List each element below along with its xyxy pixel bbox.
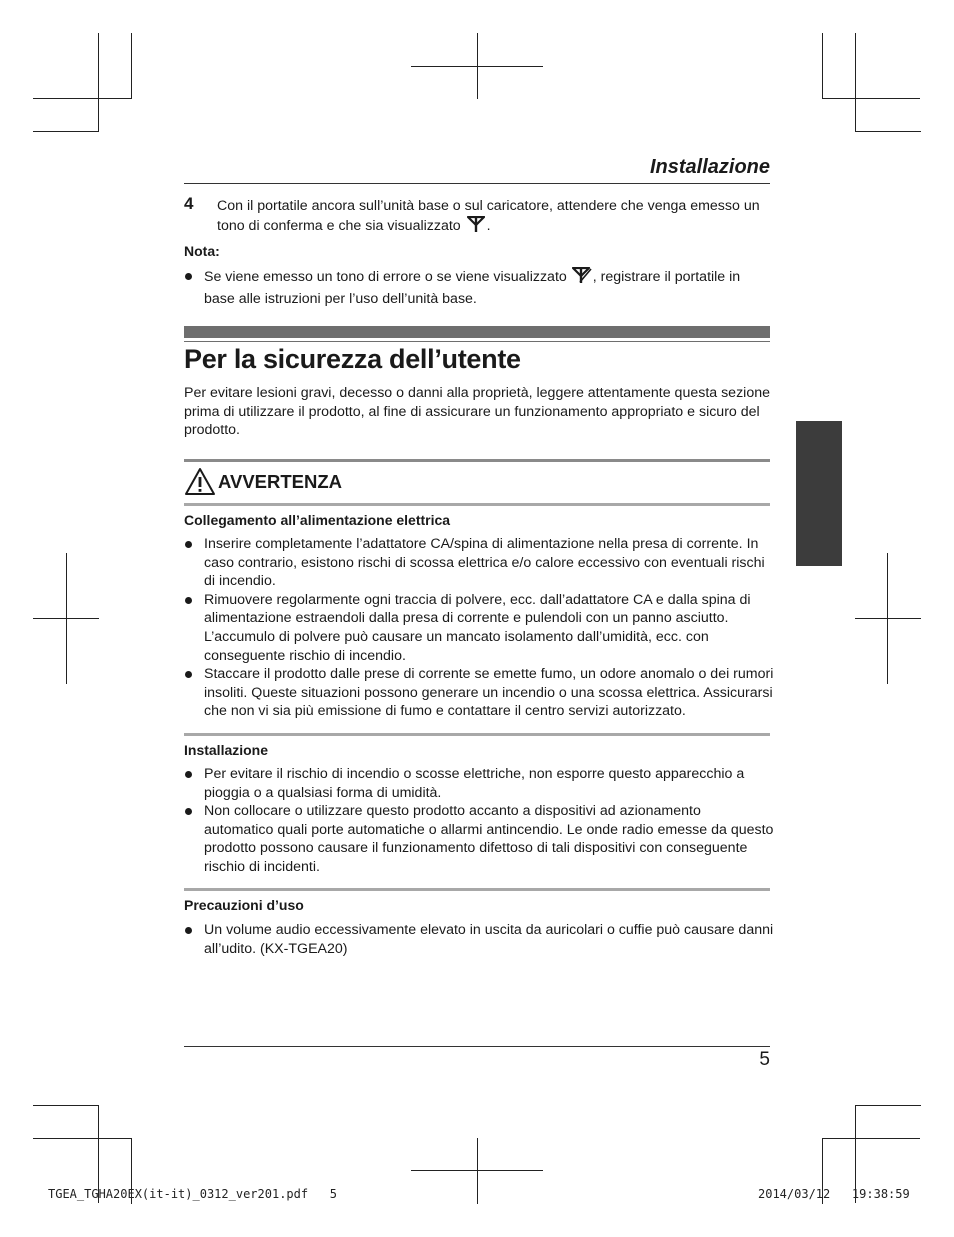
step-text-after: . [486, 217, 491, 234]
footer-rule [184, 1046, 770, 1047]
step-text-before: Con il portatile ancora sull’unità base o sul caricatore, attendere che venga emesso un tono di conferma e che sia visualizzato [217, 198, 760, 234]
list-item [184, 267, 774, 308]
subsection-heading-usage: Precauzioni d’uso [184, 897, 304, 913]
running-header: Installazione [649, 156, 770, 178]
subsection-rule [184, 733, 770, 736]
warning-rule-bottom [184, 503, 770, 506]
subsection-list-power [184, 535, 774, 721]
list-item: Rimuovere regolarmente ogni traccia di polvere, ecc. dall’adattatore CA e dalla spina di alimentazione estraendoli dalla presa di corrente e pulendoli con un panno asciutto. L’accumulo di polvere può causare un mancato isolamento dall’umidità, ecc. con conseguente rischio di incendio. [184, 591, 774, 665]
list-item: Per evitare il rischio di incendio o scosse elettriche, non esporre questo apparecchio a pioggia o a qualsiasi forma di umidità. [184, 765, 774, 802]
nota-label: Nota: [184, 243, 220, 259]
nota-text-before: Se viene emesso un tono di errore o se viene visualizzato [204, 269, 567, 285]
subsection-heading-installation: Installazione [184, 742, 269, 758]
antenna-signal-icon [467, 216, 485, 239]
section-intro: Per evitare lesioni gravi, decesso o danni alla proprietà, leggere attentamente questa sezione prima di utilizzare il prodotto, al fine di assicurare un funzionamento appropriato e sicuro del prodotto. [184, 385, 770, 439]
section-underline [184, 341, 770, 342]
step-text [217, 197, 777, 238]
section-bar [184, 326, 770, 338]
section-title: Per la sicurezza dell’utente [184, 344, 521, 374]
list-item: Inserire completamente l’adattatore CA/spina di alimentazione nella presa di corrente. In caso contrario, esistono rischi di scossa elettrica e/o calore eccessivo con eventuali rischi di incendio. [184, 535, 774, 591]
page-number: 5 [759, 1049, 770, 1070]
warning-label: AVVERTENZA [218, 471, 343, 492]
nota-list [184, 267, 774, 308]
antenna-no-signal-icon [572, 267, 592, 290]
subsection-rule [184, 888, 770, 891]
list-item: Non collocare o utilizzare questo prodotto accanto a dispositivi ad azionamento automatico quali porte automatiche o allarmi antincendio. Le onde radio emesse da questo prodotto possono causare il funzionamento difettoso di tali dispositivi con conseguente rischio di incidenti. [184, 802, 774, 876]
header-rule [184, 183, 770, 184]
warning-triangle-icon [184, 467, 216, 496]
subsection-list-installation [184, 765, 774, 877]
chapter-side-tab [796, 421, 842, 566]
nota-text-after: , registrare il portatile in base alle istruzioni per l’uso dell’unità base. [204, 269, 741, 307]
list-item: Staccare il prodotto dalle prese di corrente se emette fumo, un odore anomalo o dei rumori insoliti. Queste situazioni possono generare un incendio o una scossa elettrica. Assicurarsi che non vi sia più emissione di fumo e contattare il centro servizi autorizzato. [184, 665, 774, 721]
subsection-heading-power: Collegamento all’alimentazione elettrica [184, 512, 451, 528]
step-number: 4 [184, 194, 194, 213]
print-date-info: 2014/03/12 19:38:59 [758, 1187, 910, 1201]
list-item: Un volume audio eccessivamente elevato in uscita da auricolari o cuffie può causare danni all’udito. (KX-TGEA20) [184, 921, 774, 958]
warning-rule-top [184, 459, 770, 462]
subsection-list-usage [184, 921, 774, 958]
print-file-info: TGEA_TGHA20EX(it-it)_0312_ver201.pdf 5 [48, 1187, 337, 1201]
